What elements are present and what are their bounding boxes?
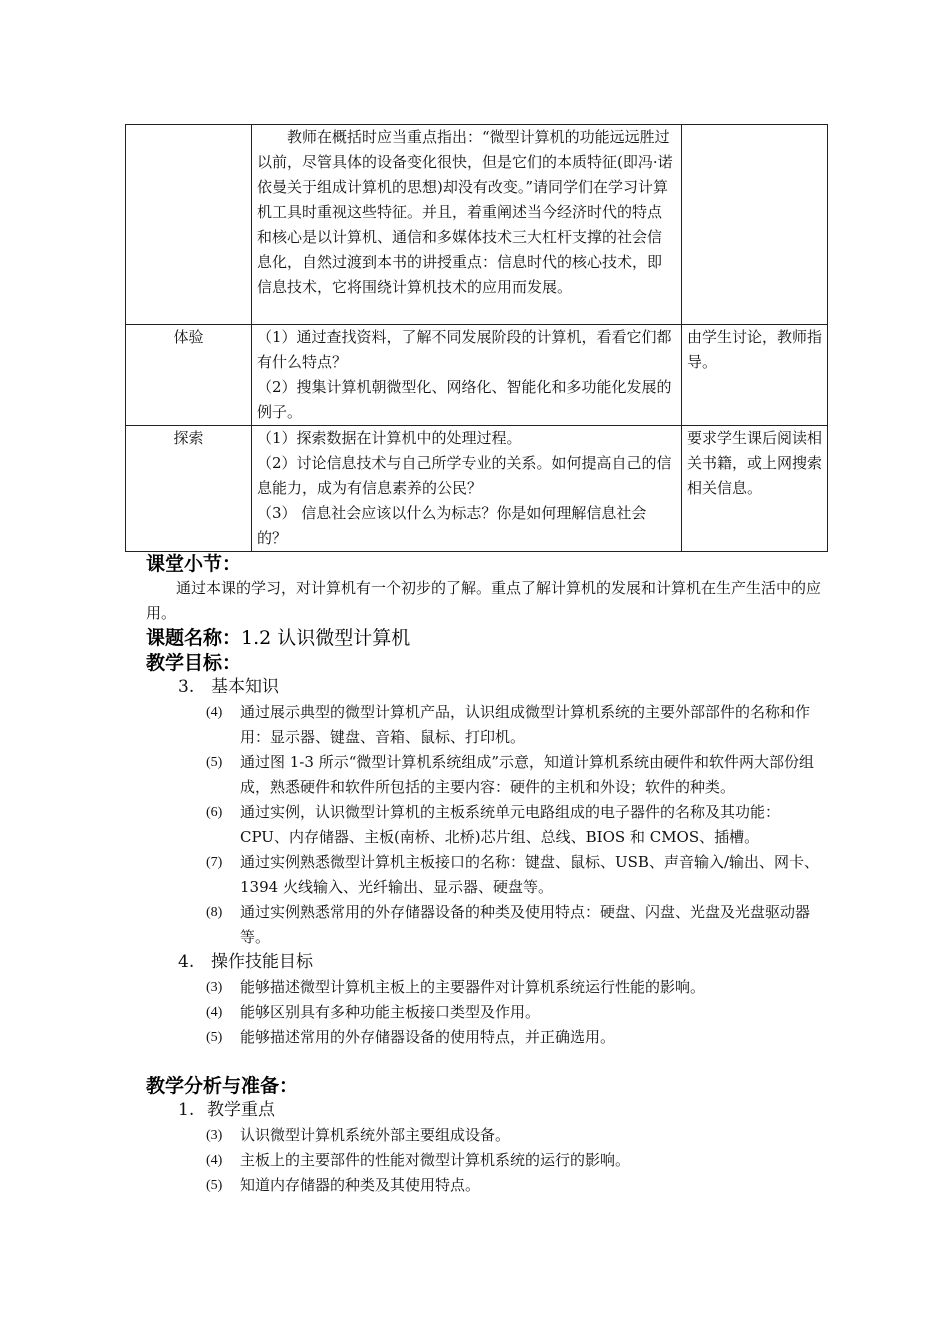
knowledge-number: 3. bbox=[178, 677, 195, 697]
item-number: (4) bbox=[206, 1153, 223, 1168]
knowledge-title bbox=[146, 675, 826, 700]
item-number: (8) bbox=[206, 905, 223, 920]
skills-number: 4. bbox=[178, 952, 195, 972]
summary-text: 通过本课的学习，对计算机有一个初步的了解。重点了解计算机的发展和计算机在生产生活中的应用。 bbox=[146, 579, 822, 622]
item-number: (5) bbox=[206, 755, 223, 770]
summary-section bbox=[146, 552, 826, 626]
item-number: (3) bbox=[206, 980, 223, 995]
topic-label: 课题名称： bbox=[146, 627, 242, 649]
list-item bbox=[146, 1173, 826, 1198]
list-item bbox=[146, 1123, 826, 1148]
item-text: 通过实例熟悉微型计算机主板接口的名称：键盘、鼠标、USB、声音输入/输出、网卡、1394 火线输入、光纤输出、显示器、硬盘等。 bbox=[240, 853, 819, 896]
note-cell: 由学生讨论，教师指导。 bbox=[682, 325, 828, 426]
stage-cell: 体验 bbox=[126, 325, 252, 426]
item-text: 通过实例，认识微型计算机的主板系统单元电路组成的电子器件的名称及其功能：CPU、内存储器、主板(南桥、北桥)芯片组、总线、BIOS 和 CMOS、插槽。 bbox=[240, 803, 781, 846]
item-number: (4) bbox=[206, 1005, 223, 1020]
note-cell bbox=[682, 125, 828, 325]
list-item bbox=[146, 850, 826, 900]
item-number: (6) bbox=[206, 805, 223, 820]
topic-heading bbox=[146, 626, 826, 650]
goals-section bbox=[146, 651, 826, 1050]
content-paragraph: （1）探索数据在计算机中的处理过程。 bbox=[257, 429, 522, 447]
focus-label: 教学重点 bbox=[207, 1100, 275, 1120]
content-paragraph: （2）搜集计算机朝微型化、网络化、智能化和多功能化发展的例子。 bbox=[257, 378, 672, 421]
item-number: (5) bbox=[206, 1030, 223, 1045]
list-item bbox=[146, 1025, 826, 1050]
table-row bbox=[126, 426, 828, 552]
list-item bbox=[146, 700, 826, 750]
content-paragraph: （2）讨论信息技术与自己所学专业的关系。如何提高自己的信息能力，成为有信息素养的公民？ bbox=[257, 454, 672, 497]
item-text: 能够描述微型计算机主板上的主要器件对计算机系统运行性能的影响。 bbox=[240, 978, 706, 996]
list-item bbox=[146, 800, 826, 850]
topic-section bbox=[146, 626, 826, 650]
item-text: 知道内存储器的种类及其使用特点。 bbox=[240, 1176, 481, 1194]
list-item bbox=[146, 975, 826, 1000]
goals-heading: 教学目标： bbox=[146, 652, 242, 674]
stage-cell bbox=[126, 125, 252, 325]
table-row bbox=[126, 325, 828, 426]
item-number: (3) bbox=[206, 1128, 223, 1143]
focus-number: 1. bbox=[178, 1100, 195, 1120]
item-text: 通过图 1-3 所示“微型计算机系统组成”示意，知道计算机系统由硬件和软件两大部份组成，熟悉硬件和软件所包括的主要内容：硬件的主机和外设；软件的种类。 bbox=[240, 753, 815, 796]
list-item bbox=[146, 900, 826, 950]
knowledge-label: 基本知识 bbox=[211, 677, 279, 697]
item-text: 能够描述常用的外存储器设备的使用特点，并正确选用。 bbox=[240, 1028, 616, 1046]
item-text: 通过展示典型的微型计算机产品，认识组成微型计算机系统的主要外部部件的名称和作用：显示器、键盘、音箱、鼠标、打印机。 bbox=[240, 703, 811, 746]
content-paragraph: （1）通过查找资料，了解不同发展阶段的计算机，看看它们都有什么特点？ bbox=[257, 328, 672, 371]
content-paragraph: （3） 信息社会应该以什么为标志？你是如何理解信息社会的？ bbox=[257, 504, 647, 547]
summary-heading: 课堂小节： bbox=[146, 553, 242, 575]
item-text: 能够区别具有多种功能主板接口类型及作用。 bbox=[240, 1003, 541, 1021]
list-item bbox=[146, 1148, 826, 1173]
analysis-section bbox=[146, 1074, 826, 1198]
list-item bbox=[146, 1000, 826, 1025]
table-row bbox=[126, 125, 828, 325]
lesson-process-table bbox=[125, 124, 828, 552]
content-cell bbox=[252, 325, 682, 426]
item-text: 通过实例熟悉常用的外存储器设备的种类及使用特点：硬盘、闪盘、光盘及光盘驱动器等。 bbox=[240, 903, 811, 946]
note-cell: 要求学生课后阅读相关书籍，或上网搜索相关信息。 bbox=[682, 426, 828, 552]
item-number: (4) bbox=[206, 705, 223, 720]
item-text: 主板上的主要部件的性能对微型计算机系统的运行的影响。 bbox=[240, 1151, 631, 1169]
list-item bbox=[146, 750, 826, 800]
content-cell bbox=[252, 125, 682, 325]
topic-value: 1.2 认识微型计算机 bbox=[241, 627, 411, 649]
skills-label: 操作技能目标 bbox=[211, 952, 313, 972]
focus-title bbox=[146, 1098, 826, 1123]
skills-title bbox=[146, 950, 826, 975]
content-cell bbox=[252, 426, 682, 552]
item-number: (7) bbox=[206, 855, 223, 870]
item-number: (5) bbox=[206, 1178, 223, 1193]
stage-cell: 探索 bbox=[126, 426, 252, 552]
analysis-heading: 教学分析与准备： bbox=[146, 1075, 299, 1097]
content-paragraph: 教师在概括时应当重点指出：“微型计算机的功能远远胜过以前，尽管具体的设备变化很快，但是它们的本质特征(即冯·诺依曼关于组成计算机的思想)却没有改变。”请同学们在学习计算机工具时重视这些特征。并且，着重阐述当今经济时代的特点和核心是以计算机、通信和多媒体技术三大杠杆支撑的社会信息化，自然过渡到本书的讲授重点：信息时代的核心技术，即信息技术，它将围绕计算机技术的应用而发展。 bbox=[257, 128, 673, 296]
item-text: 认识微型计算机系统外部主要组成设备。 bbox=[240, 1126, 511, 1144]
